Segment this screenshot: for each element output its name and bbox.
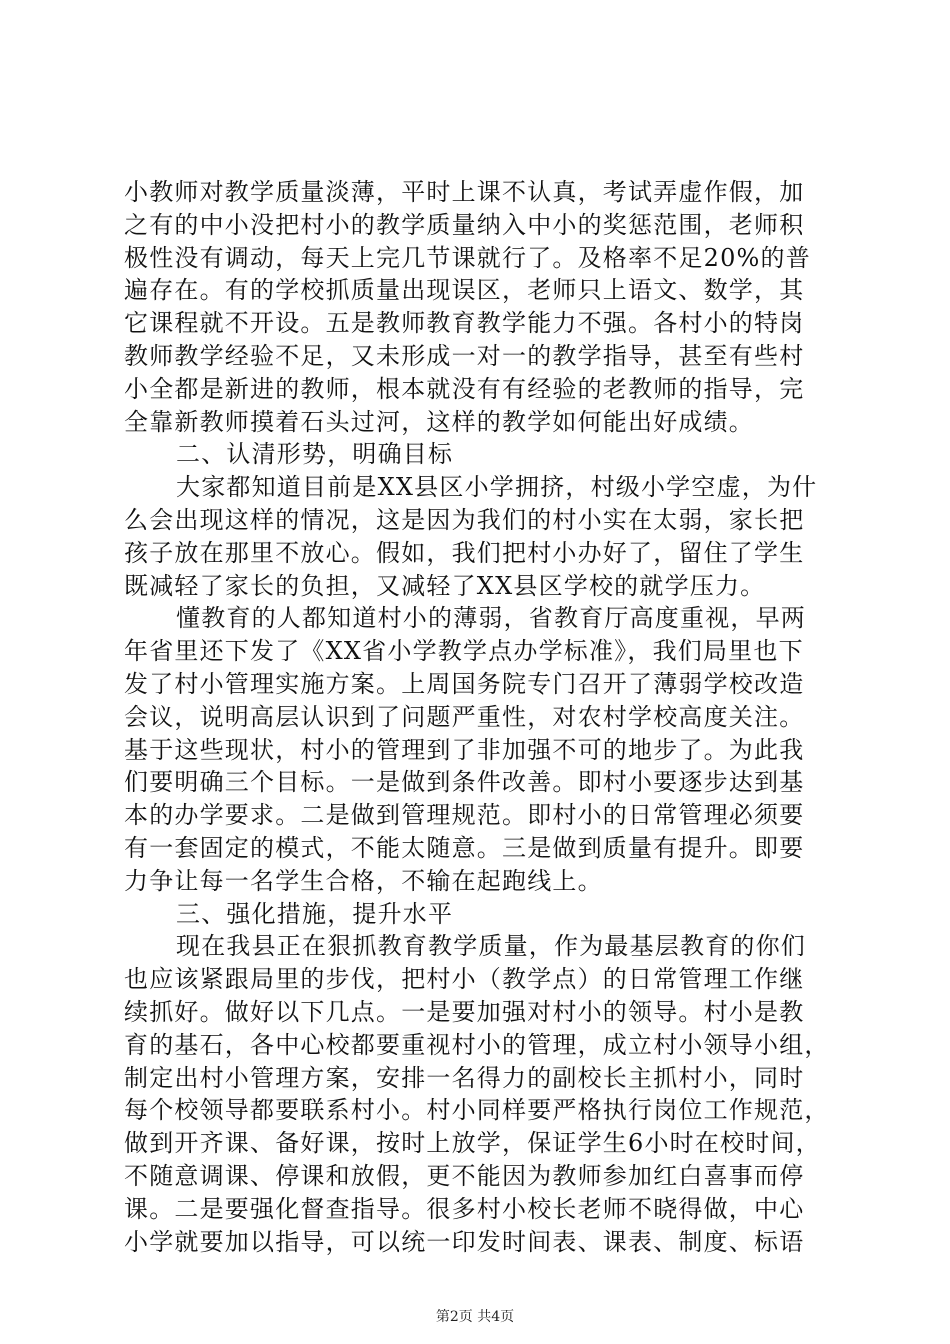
- text-line: 懂教育的人都知道村小的薄弱，省教育厅高度重视，早两: [176, 604, 806, 633]
- text-line: 二、认清形势，明确目标: [176, 440, 454, 469]
- text-line: 基于这些现状，村小的管理到了非加强不可的地步了。为此我: [124, 735, 805, 764]
- text-line: 育的基石，各中心校都要重视村小的管理，成立村小领导小组，: [124, 1030, 830, 1059]
- text-line: 教师教学经验不足，又未形成一对一的教学指导，甚至有些村: [124, 341, 805, 370]
- text-line: 极性没有调动，每天上完几节课就行了。及格率不足20%的普: [124, 243, 811, 272]
- text-line: 每个校领导都要联系村小。村小同样要严格执行岗位工作规范，: [124, 1096, 830, 1125]
- page-footer: 第2页 共4页: [435, 1309, 515, 1325]
- text-line: 发了村小管理实施方案。上周国务院专门召开了薄弱学校改造: [124, 669, 805, 698]
- text-line: 既减轻了家长的负担，又减轻了XX县区学校的就学压力。: [124, 571, 766, 600]
- text-line: 全靠新教师摸着石头过河，这样的教学如何能出好成绩。: [124, 407, 754, 436]
- text-line: 孩子放在那里不放心。假如，我们把村小办好了，留住了学生: [124, 538, 805, 567]
- text-line: 大家都知道目前是XX县区小学拥挤，村级小学空虚，为什: [176, 473, 818, 502]
- text-line: 本的办学要求。二是做到管理规范。即村小的日常管理必须要: [124, 801, 805, 830]
- text-line: 不随意调课、停课和放假，更不能因为教师参加红白喜事而停: [124, 1161, 805, 1190]
- text-line: 现在我县正在狠抓教育教学质量，作为最基层教育的你们: [176, 932, 806, 961]
- text-line: 么会出现这样的情况，这是因为我们的村小实在太弱，家长把: [124, 505, 805, 534]
- text-line: 年省里还下发了《XX省小学教学点办学标准》，我们局里也下: [124, 637, 804, 666]
- document-body: [124, 176, 836, 1258]
- text-line: 们要明确三个目标。一是做到条件改善。即村小要逐步达到基: [124, 768, 805, 797]
- text-line: 小学就要加以指导，可以统一印发时间表、课表、制度、标语: [124, 1227, 805, 1256]
- text-line: 也应该紧跟局里的步伐，把村小（教学点）的日常管理工作继: [124, 965, 805, 994]
- text-line: 小教师对教学质量淡薄，平时上课不认真，考试弄虚作假，加: [124, 178, 805, 206]
- text-line: 三、强化措施，提升水平: [176, 899, 454, 928]
- text-line: 会议，说明高层认识到了问题严重性，对农村学校高度关注。: [124, 702, 805, 731]
- text-line: 课。二是要强化督查指导。很多村小校长老师不晓得做，中心: [124, 1194, 805, 1223]
- text-line: 之有的中小没把村小的教学质量纳入中小的奖惩范围，老师积: [124, 210, 805, 239]
- text-line: 制定出村小管理方案，安排一名得力的副校长主抓村小，同时: [124, 1063, 805, 1092]
- text-line: 遍存在。有的学校抓质量出现误区，老师只上语文、数学，其: [124, 276, 805, 305]
- text-line: 它课程就不开设。五是教师教育教学能力不强。各村小的特岗: [124, 309, 805, 338]
- text-line: 做到开齐课、备好课，按时上放学，保证学生6小时在校时间，: [124, 1129, 821, 1158]
- text-line: 小全都是新进的教师，根本就没有有经验的老教师的指导，完: [124, 374, 805, 403]
- text-line: 续抓好。做好以下几点。一是要加强对村小的领导。村小是教: [124, 997, 805, 1026]
- text-line: 有一套固定的模式，不能太随意。三是做到质量有提升。即要: [124, 833, 805, 862]
- text-line: 力争让每一名学生合格，不输在起跑线上。: [124, 866, 603, 895]
